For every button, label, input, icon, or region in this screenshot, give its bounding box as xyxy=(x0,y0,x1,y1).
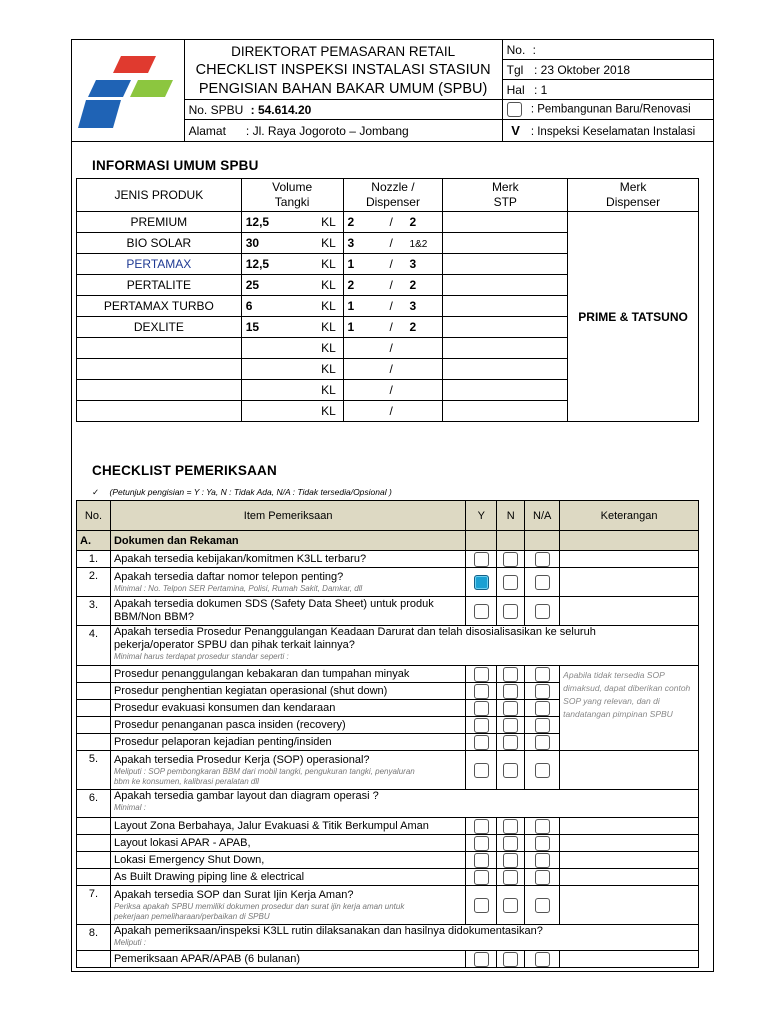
q6a-y-checkbox[interactable] xyxy=(474,819,489,834)
slash: / xyxy=(389,299,393,313)
col-no: No. xyxy=(77,501,111,531)
slash: / xyxy=(389,341,393,355)
q3-text-2: BBM/Non BBM? xyxy=(113,611,195,623)
q8a-na-checkbox[interactable] xyxy=(535,952,550,967)
slash: / xyxy=(389,383,393,397)
dispenser-count: 1&2 xyxy=(409,239,428,250)
q4-keterangan: Apabila tidak tersedia SOP dimaksud, dapat diberikan contoh SOP yang relevan, dan di tandatangan pimpinan SPBU xyxy=(563,670,691,719)
merk-stp xyxy=(443,338,568,359)
dispenser-count: 2 xyxy=(409,320,417,334)
q2-text: Apakah tersedia daftar nomor telepon penting? xyxy=(113,570,344,583)
slash: / xyxy=(389,404,393,418)
volume-unit: KL xyxy=(321,296,343,317)
info-title: INFORMASI UMUM SPBU xyxy=(92,158,259,173)
hal-value: : 1 xyxy=(533,82,548,97)
product-name: PERTAMAX xyxy=(77,254,242,275)
product-name: DEXLITE xyxy=(77,317,242,338)
table-row: 7. Apakah tersedia SOP dan Surat Ijin Kerja Aman? Periksa apakah SPBU memiliki dokumen prosedur dan surat ijin kerja aman untuk pekerjaan pemeliharaan/perbaikan di SPBU xyxy=(77,886,699,925)
volume-value xyxy=(241,338,321,359)
q6-text: Apakah tersedia gambar layout dan diagram operasi ? xyxy=(113,790,379,802)
nozzle-count: 1 xyxy=(347,299,355,313)
table-row: 6. Apakah tersedia gambar layout dan diagram operasi ? Minimal : xyxy=(77,790,699,818)
table-row: Prosedur pelaporan kejadian penting/insiden xyxy=(77,734,699,751)
product-name xyxy=(77,401,242,422)
table-row: 4. Apakah tersedia Prosedur Penanggulangan Keadaan Darurat dan telah disosialisasikan ke seluruh pekerja/operator SPBU dan pihak terkait lainnya? Minimal harus terdapat prosedur standar seperti : xyxy=(77,626,699,666)
q8-text: Apakah pemeriksaan/inspeksi K3LL rutin dilaksanakan dan hasilnya didokumentasikan? xyxy=(113,925,543,937)
header-line1: DIREKTORAT PEMASARAN RETAIL xyxy=(231,44,456,59)
q4c-na-checkbox[interactable] xyxy=(535,701,550,716)
volume-value: 15 xyxy=(241,317,321,338)
q5-n-checkbox[interactable] xyxy=(503,763,518,778)
nozzle-dispenser xyxy=(343,317,443,338)
slash: / xyxy=(389,236,393,250)
q8a-y-checkbox[interactable] xyxy=(474,952,489,967)
q4d-n-checkbox[interactable] xyxy=(503,718,518,733)
q6a-na-checkbox[interactable] xyxy=(535,819,550,834)
col-merk-stp: Merk STP xyxy=(443,179,568,212)
nozzle-count: 2 xyxy=(347,215,355,229)
q4e-y-checkbox[interactable] xyxy=(474,735,489,750)
nozzle-count: 1 xyxy=(347,320,355,334)
q1-text: Apakah tersedia kebijakan/komitmen K3LL terbaru? xyxy=(110,551,465,568)
nozzle-dispenser xyxy=(343,275,443,296)
product-name: PERTAMAX TURBO xyxy=(77,296,242,317)
option1-label: : Pembangunan Baru/Renovasi xyxy=(530,103,691,116)
merk-stp xyxy=(443,380,568,401)
dispenser-count: 2 xyxy=(409,278,417,292)
volume-unit: KL xyxy=(321,380,343,401)
q6d-n-checkbox[interactable] xyxy=(503,870,518,885)
nozzle-dispenser xyxy=(343,233,443,254)
product-name: BIO SOLAR xyxy=(77,233,242,254)
col-keterangan: Keterangan xyxy=(560,501,699,531)
check-mark-icon: ✓ xyxy=(92,487,100,497)
merk-stp xyxy=(443,233,568,254)
slash: / xyxy=(389,278,393,292)
col-merk-dispenser: Merk Dispenser xyxy=(568,179,699,212)
q7-y-checkbox[interactable] xyxy=(474,898,489,913)
merk-dispenser: PRIME & TATSUNO xyxy=(568,212,699,422)
col-volume-tangki: Volume Tangki xyxy=(241,179,343,212)
slash: / xyxy=(389,215,393,229)
q6c-n-checkbox[interactable] xyxy=(503,853,518,868)
table-row: 3. Apakah tersedia dokumen SDS (Safety Data Sheet) untuk produk BBM/Non BBM? xyxy=(77,597,699,626)
col-jenis-produk: JENIS PRODUK xyxy=(77,179,242,212)
option2-label: : Inspeksi Keselamatan Instalasi xyxy=(530,126,696,138)
volume-value: 6 xyxy=(241,296,321,317)
col-n: N xyxy=(497,501,525,531)
volume-value xyxy=(241,401,321,422)
nozzle-count: 3 xyxy=(347,236,355,250)
q3-y-checkbox[interactable] xyxy=(474,604,489,619)
alamat-value: : Jl. Raya Jogoroto – Jombang xyxy=(245,123,409,138)
checklist-title: CHECKLIST PEMERIKSAAN xyxy=(92,463,277,478)
volume-value: 12,5 xyxy=(241,254,321,275)
volume-value xyxy=(241,359,321,380)
q4a-y-checkbox[interactable] xyxy=(474,667,489,682)
table-row: Prosedur penanganan pasca insiden (recovery) xyxy=(77,717,699,734)
q6c-y-checkbox[interactable] xyxy=(474,853,489,868)
q3-na-checkbox[interactable] xyxy=(535,604,550,619)
table-row: Lokasi Emergency Shut Down, xyxy=(77,852,699,869)
tgl-label: Tgl xyxy=(506,62,524,77)
q6c-na-checkbox[interactable] xyxy=(535,853,550,868)
header-line3: PENGISIAN BAHAN BAKAR UMUM (SPBU) xyxy=(198,81,488,97)
header-line2: CHECKLIST INSPEKSI INSTALASI STASIUN xyxy=(195,62,491,78)
table-row: As Built Drawing piping line & electrical xyxy=(77,869,699,886)
q1-na-checkbox[interactable] xyxy=(535,552,550,567)
col-na: N/A xyxy=(525,501,560,531)
slash: / xyxy=(389,320,393,334)
merk-stp xyxy=(443,359,568,380)
q2-y-checkbox[interactable] xyxy=(474,575,489,590)
volume-unit: KL xyxy=(321,233,343,254)
q4a-n-checkbox[interactable] xyxy=(503,667,518,682)
q5-text: Apakah tersedia Prosedur Kerja (SOP) operasional? xyxy=(113,753,370,766)
volume-unit: KL xyxy=(321,275,343,296)
product-info-table xyxy=(76,178,699,422)
dispenser-count: 3 xyxy=(409,257,417,271)
volume-unit: KL xyxy=(321,317,343,338)
product-name xyxy=(77,359,242,380)
q4-note: Minimal harus terdapat prosedur standar seperti : xyxy=(113,652,289,661)
option2-mark: V xyxy=(511,123,520,138)
q7-na-checkbox[interactable] xyxy=(535,898,550,913)
table-row: 8. Apakah pemeriksaan/inspeksi K3LL rutin dilaksanakan dan hasilnya didokumentasikan? Meliputi : xyxy=(77,925,699,951)
nozzle-dispenser xyxy=(343,380,443,401)
dispenser-count: 3 xyxy=(409,299,417,313)
product-name xyxy=(77,338,242,359)
volume-unit: KL xyxy=(321,401,343,422)
volume-value: 30 xyxy=(241,233,321,254)
merk-stp xyxy=(443,401,568,422)
col-nozzle-dispenser: Nozzle / Dispenser xyxy=(343,179,443,212)
slash: / xyxy=(389,257,393,271)
table-row: 5. Apakah tersedia Prosedur Kerja (SOP) operasional? Meliputi : SOP pembongkaran BBM dari mobil tangki, pengukuran tangki, penyaluran bbm ke konsumen, kalibrasi peralatan dll xyxy=(77,751,699,790)
section-a-no: A. xyxy=(77,531,111,551)
q7-n-checkbox[interactable] xyxy=(503,898,518,913)
merk-stp xyxy=(443,212,568,233)
col-y: Y xyxy=(466,501,497,531)
tgl-value: : 23 Oktober 2018 xyxy=(533,62,631,77)
nozzle-dispenser xyxy=(343,401,443,422)
q4-text-1: Apakah tersedia Prosedur Penanggulangan Keadaan Darurat dan telah disosialisasikan ke seluruh xyxy=(113,626,596,638)
q1-y-checkbox[interactable] xyxy=(474,552,489,567)
nozzle-count: 2 xyxy=(347,278,355,292)
q6d-y-checkbox[interactable] xyxy=(474,870,489,885)
q7-text: Apakah tersedia SOP dan Surat Ijin Kerja Aman? xyxy=(113,888,354,901)
q4b-y-checkbox[interactable] xyxy=(474,684,489,699)
product-name: PERTALITE xyxy=(77,275,242,296)
nozzle-dispenser xyxy=(343,296,443,317)
instruction-text: ✓ (Petunjuk pengisian = Y : Ya, N : Tidak Ada, N/A : Tidak tersedia/Opsional ) xyxy=(92,487,392,497)
nozzle-dispenser xyxy=(343,359,443,380)
table-row: Layout Zona Berbahaya, Jalur Evakuasi & Titik Berkumpul Aman xyxy=(77,818,699,835)
q2-note: Minimal : No. Telpon SER Pertamina, Polisi, Rumah Sakit, Damkar, dll xyxy=(113,583,363,593)
volume-value: 25 xyxy=(241,275,321,296)
table-row: Layout lokasi APAR - APAB, xyxy=(77,835,699,852)
q4b-n-checkbox[interactable] xyxy=(503,684,518,699)
q4-text-2: pekerja/operator SPBU dan pihak terkait lainnya? xyxy=(113,639,355,651)
alamat-label: Alamat xyxy=(188,123,226,138)
q3-n-checkbox[interactable] xyxy=(503,604,518,619)
q4c-n-checkbox[interactable] xyxy=(503,701,518,716)
product-name: PREMIUM xyxy=(77,212,242,233)
q8a-n-checkbox[interactable] xyxy=(503,952,518,967)
q3-text-1: Apakah tersedia dokumen SDS (Safety Data Sheet) untuk produk xyxy=(113,598,434,610)
hal-label: Hal xyxy=(506,82,525,97)
dispenser-count: 2 xyxy=(409,215,417,229)
q4e-n-checkbox[interactable] xyxy=(503,735,518,750)
table-row: Prosedur evakuasi konsumen dan kendaraan xyxy=(77,700,699,717)
q4e-na-checkbox[interactable] xyxy=(535,735,550,750)
volume-unit: KL xyxy=(321,338,343,359)
q6b-y-checkbox[interactable] xyxy=(474,836,489,851)
q2-n-checkbox[interactable] xyxy=(503,575,518,590)
merk-stp xyxy=(443,296,568,317)
q5-na-checkbox[interactable] xyxy=(535,763,550,778)
spbu-label: No. SPBU xyxy=(188,102,244,117)
option1-checkbox[interactable] xyxy=(507,102,522,117)
no-sep: : xyxy=(532,42,537,57)
q6b-n-checkbox[interactable] xyxy=(503,836,518,851)
merk-stp xyxy=(443,317,568,338)
nozzle-count: 1 xyxy=(347,257,355,271)
q1-n-checkbox[interactable] xyxy=(503,552,518,567)
volume-unit: KL xyxy=(321,254,343,275)
q6a-n-checkbox[interactable] xyxy=(503,819,518,834)
table-row: Pemeriksaan APAR/APAB (6 bulanan) xyxy=(77,951,699,968)
spbu-value: : 54.614.20 xyxy=(250,102,312,117)
q4d-na-checkbox[interactable] xyxy=(535,718,550,733)
table-row: Prosedur penanggulangan kebakaran dan tumpahan minyak Apabila tidak tersedia SOP dimaksud, dapat diberikan contoh SOP yang relevan, dan di tandatangan pimpinan SPBU xyxy=(77,666,699,683)
table-row: Prosedur penghentian kegiatan operasional (shut down) xyxy=(77,683,699,700)
header-table xyxy=(71,39,714,142)
q5-y-checkbox[interactable] xyxy=(474,763,489,778)
nozzle-dispenser xyxy=(343,338,443,359)
q4d-y-checkbox[interactable] xyxy=(474,718,489,733)
table-row: 1. Apakah tersedia kebijakan/komitmen K3LL terbaru? xyxy=(77,551,699,568)
nozzle-dispenser xyxy=(343,212,443,233)
no-label: No. xyxy=(506,42,526,57)
merk-stp xyxy=(443,275,568,296)
volume-unit: KL xyxy=(321,212,343,233)
volume-value: 12,5 xyxy=(241,212,321,233)
product-name xyxy=(77,380,242,401)
volume-value xyxy=(241,380,321,401)
merk-stp xyxy=(443,254,568,275)
nozzle-dispenser xyxy=(343,254,443,275)
section-a-label: Dokumen dan Rekaman xyxy=(110,531,465,551)
volume-unit: KL xyxy=(321,359,343,380)
table-row xyxy=(77,212,699,233)
checklist-table xyxy=(76,500,699,968)
q6b-na-checkbox[interactable] xyxy=(535,836,550,851)
table-row: 2. Apakah tersedia daftar nomor telepon penting? Minimal : No. Telpon SER Pertamina, Polisi, Rumah Sakit, Damkar, dll xyxy=(77,568,699,597)
q6d-na-checkbox[interactable] xyxy=(535,870,550,885)
q4b-na-checkbox[interactable] xyxy=(535,684,550,699)
col-item: Item Pemeriksaan xyxy=(110,501,465,531)
q2-na-checkbox[interactable] xyxy=(535,575,550,590)
q4a-na-checkbox[interactable] xyxy=(535,667,550,682)
slash: / xyxy=(389,362,393,376)
q4c-y-checkbox[interactable] xyxy=(474,701,489,716)
